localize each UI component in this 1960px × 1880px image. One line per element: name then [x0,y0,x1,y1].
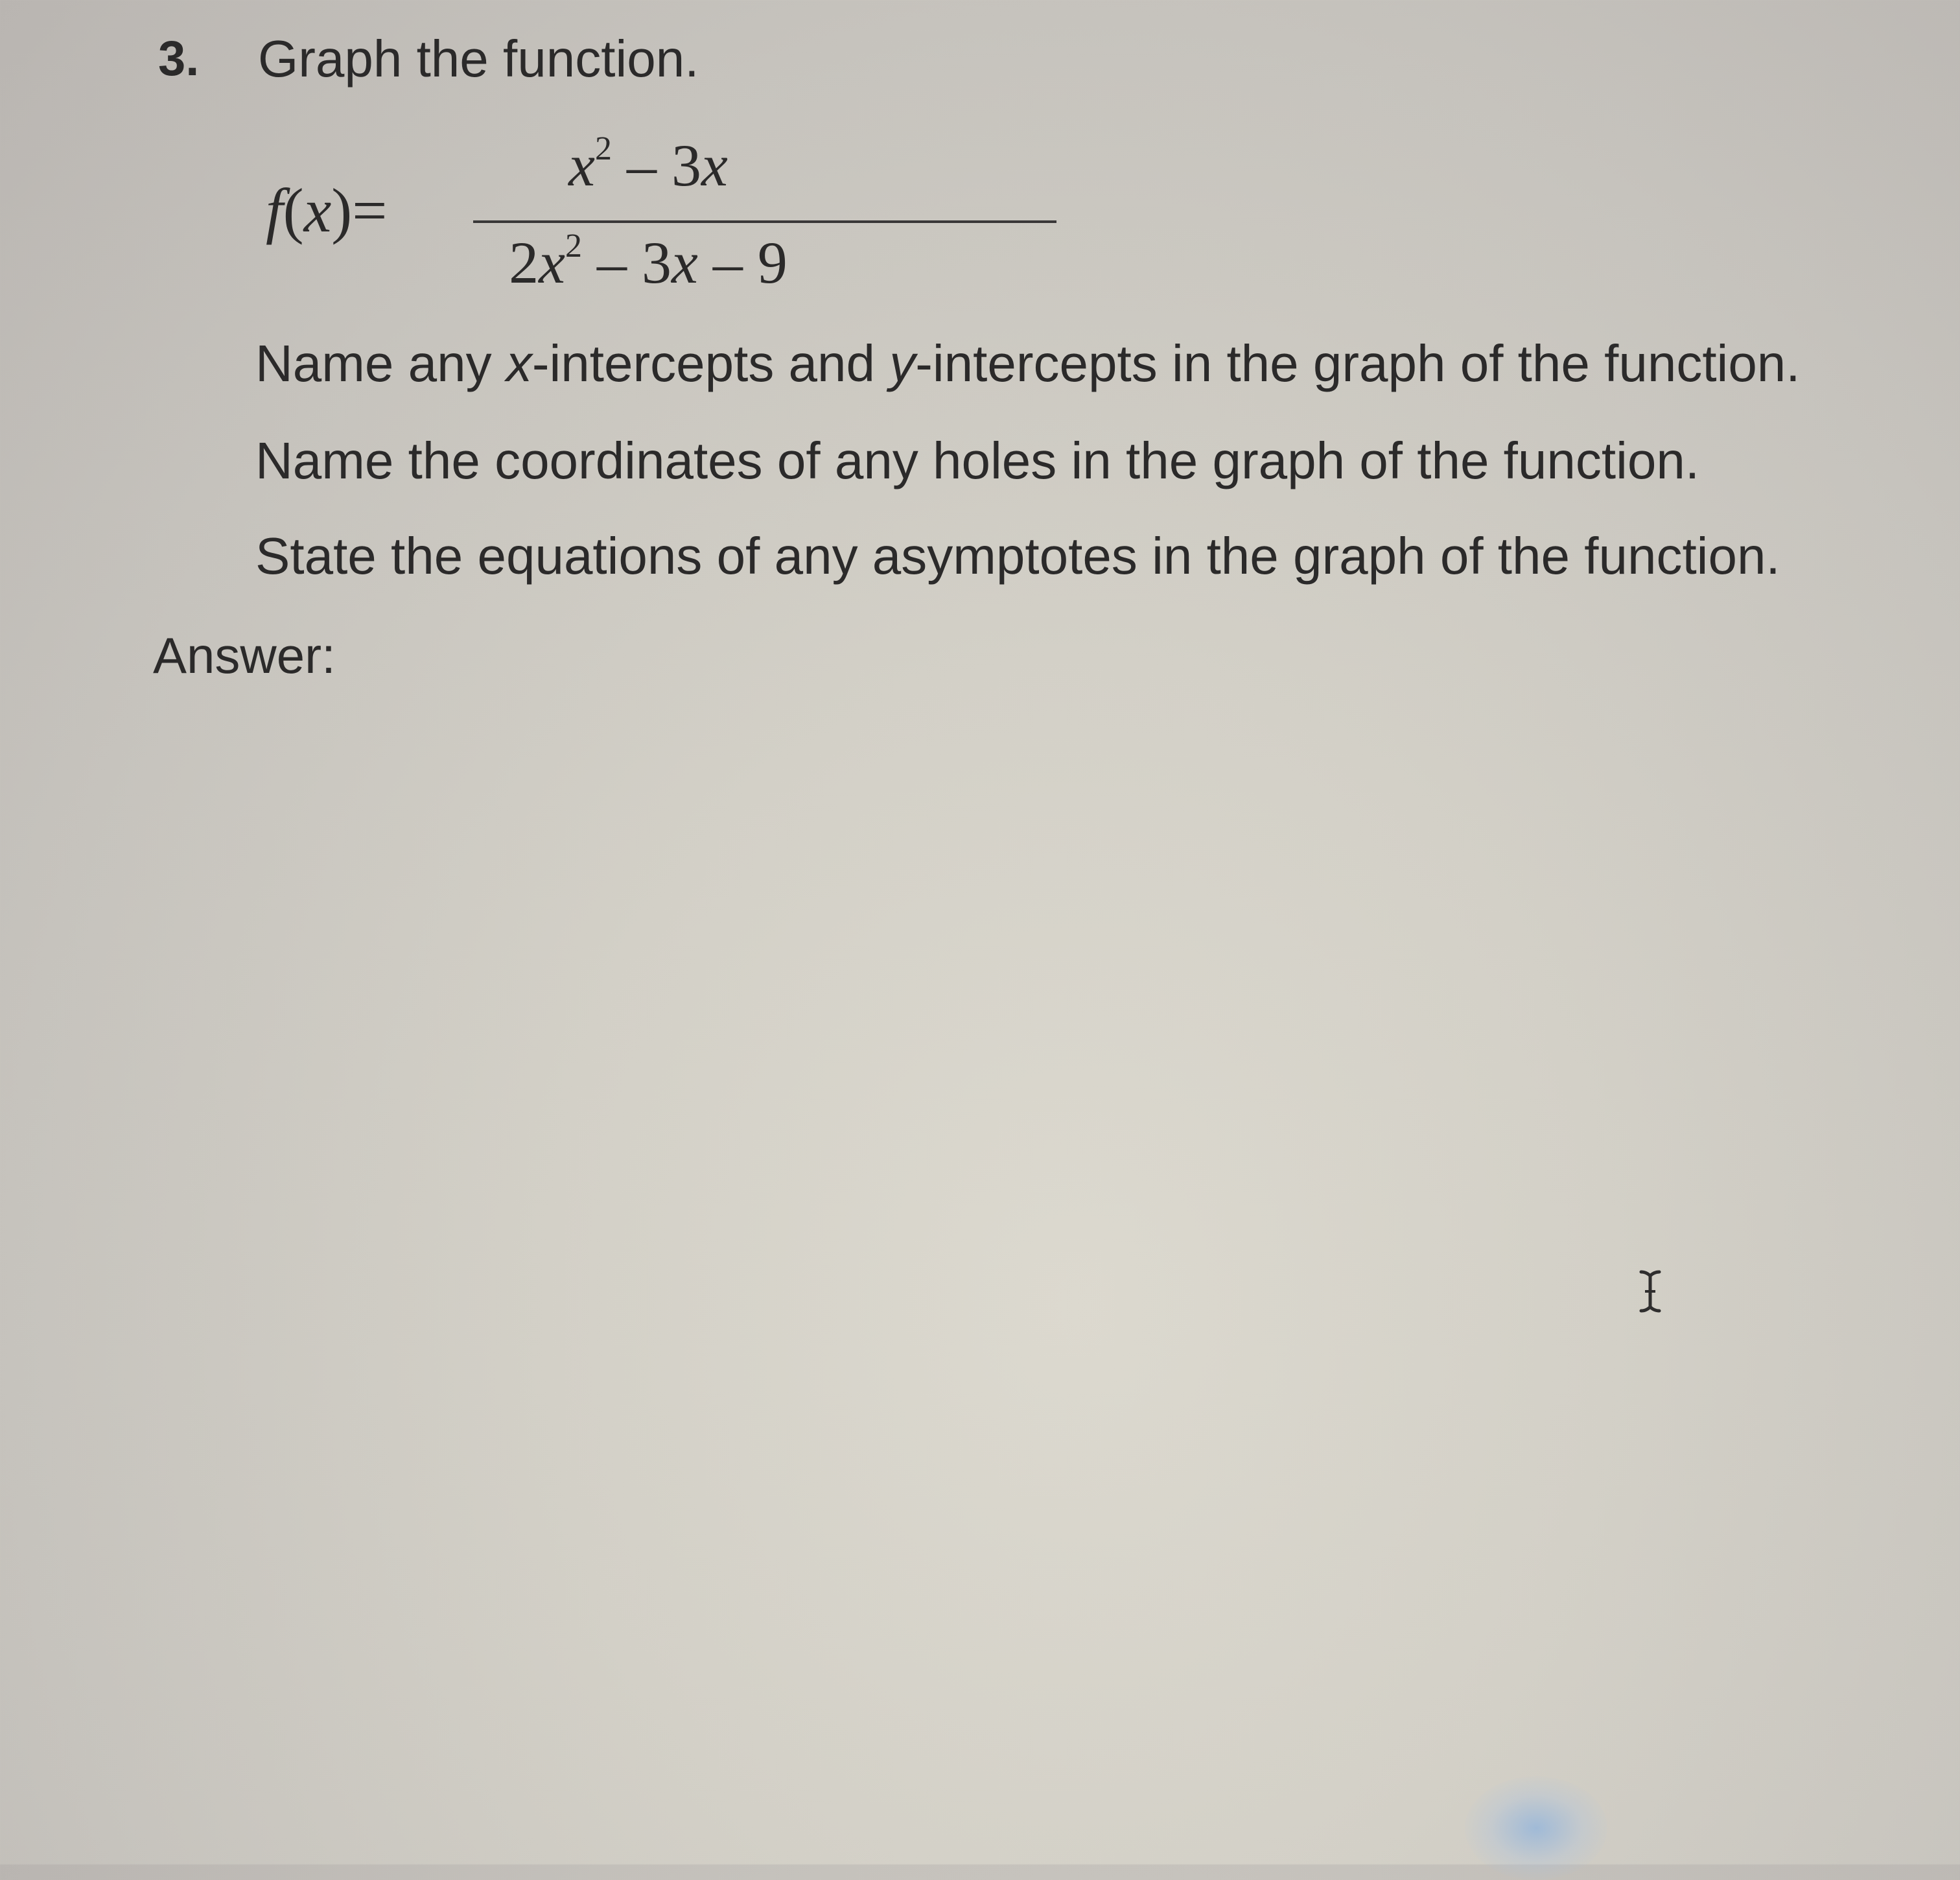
function-formula [266,130,797,305]
instruction-asymptotes: State the equations of any asymptotes in the graph of the function. [255,527,1780,585]
numerator-x-linear: x [701,132,728,198]
text-cursor-icon [1639,1269,1662,1313]
instruction-holes: Name the coordinates of any holes in the graph of the function. [255,432,1700,489]
formula-close-paren: ) [331,176,353,245]
instruction-intercepts-part2: -intercepts and [531,335,890,392]
screen-glare [1465,1776,1607,1880]
answer-label: Answer: [153,627,336,684]
denominator-expression [509,229,788,296]
formula-equals: = [352,176,388,245]
question-number: 3. [158,31,200,86]
denominator-middle: – 3 [582,229,671,296]
formula-open-paren: ( [283,176,304,245]
denominator-exponent: 2 [565,228,582,264]
instruction-intercepts [255,334,1801,394]
denominator-x-linear: x [671,229,698,296]
numerator-exponent: 2 [595,130,612,167]
formula-numerator [266,130,797,201]
numerator-x: x [568,132,595,198]
numerator-rest: – 3 [612,132,701,198]
numerator-expression [568,132,728,198]
instruction-y-variable: y [889,335,916,392]
formula-variable: x [303,176,332,245]
denominator-coefficient: 2 [509,229,539,296]
fraction-bar [473,220,1056,223]
denominator-x: x [539,229,565,296]
denominator-constant: – 9 [697,229,788,296]
instruction-intercepts-part1: Name any [255,335,506,392]
formula-function-name: f [266,176,283,245]
instruction-x-variable: x [506,335,532,392]
formula-denominator [266,227,797,298]
question-title: Graph the function. [258,30,699,88]
instruction-intercepts-part3: -intercepts in the graph of the function. [915,335,1801,392]
